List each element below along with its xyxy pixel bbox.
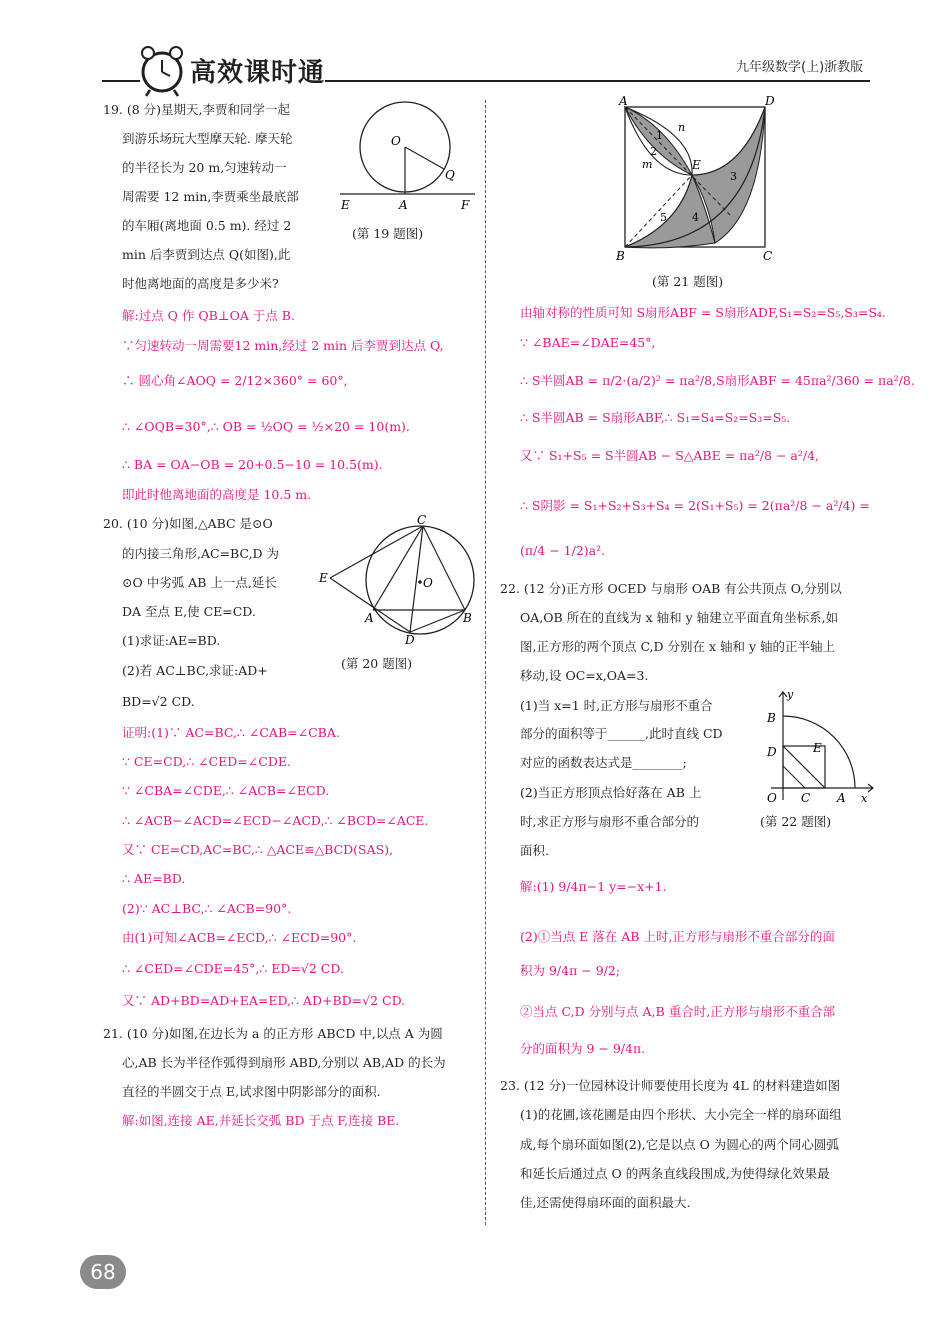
q19-caption: (第 19 题图) [352,226,424,241]
q22-figure [755,688,875,806]
page-number: 68 [80,1255,126,1289]
alarm-clock-logo-icon [136,42,188,98]
header-rule-right [325,80,870,82]
svg-text:3: 3 [730,170,737,183]
svg-text:m: m [642,158,653,171]
svg-text:O: O [423,576,433,590]
column-divider [485,100,486,1225]
svg-text:C: C [763,249,773,263]
svg-text:D: D [765,95,775,108]
q22-caption: (第 22 题图) [760,814,832,829]
q21-caption: (第 21 题图) [652,274,724,289]
q19-figure [335,95,485,220]
svg-text:B: B [767,711,776,725]
svg-text:E: E [813,741,822,755]
header-badge: 九年级数学(上)浙教版 [736,60,864,75]
svg-text:Q: Q [445,168,455,182]
svg-text:B: B [463,611,472,625]
svg-text:A: A [837,791,846,805]
q20-caption: (第 20 题图) [341,656,413,671]
svg-text:E: E [341,198,350,212]
svg-text:E: E [692,158,701,172]
svg-text:A: A [365,611,374,625]
svg-text:4: 4 [692,211,699,224]
svg-text:B: B [616,249,625,263]
svg-text:5: 5 [660,211,667,224]
svg-text:2: 2 [650,145,657,158]
header-rule-left [102,80,140,82]
q21-figure [610,95,785,270]
svg-text:A: A [619,95,628,108]
svg-text:F: F [461,198,470,212]
svg-text:A: A [399,198,408,212]
svg-text:y: y [787,688,794,701]
svg-text:E: E [319,571,328,585]
svg-text:C: C [801,791,811,805]
svg-text:n: n [678,121,686,134]
svg-text:D: D [405,633,415,647]
svg-text:1: 1 [656,129,663,142]
svg-text:O: O [767,791,777,805]
q21-solution-start: 解:如图,连接 AE,并延长交弧 BD 于点 F,连接 BE. [122,1113,400,1128]
svg-text:O: O [391,134,401,148]
q20-figure [315,512,480,647]
logo-text: 高效课时通 [190,58,326,88]
svg-text:D: D [767,745,777,759]
svg-text:C: C [417,513,427,527]
svg-text:x: x [861,792,868,805]
